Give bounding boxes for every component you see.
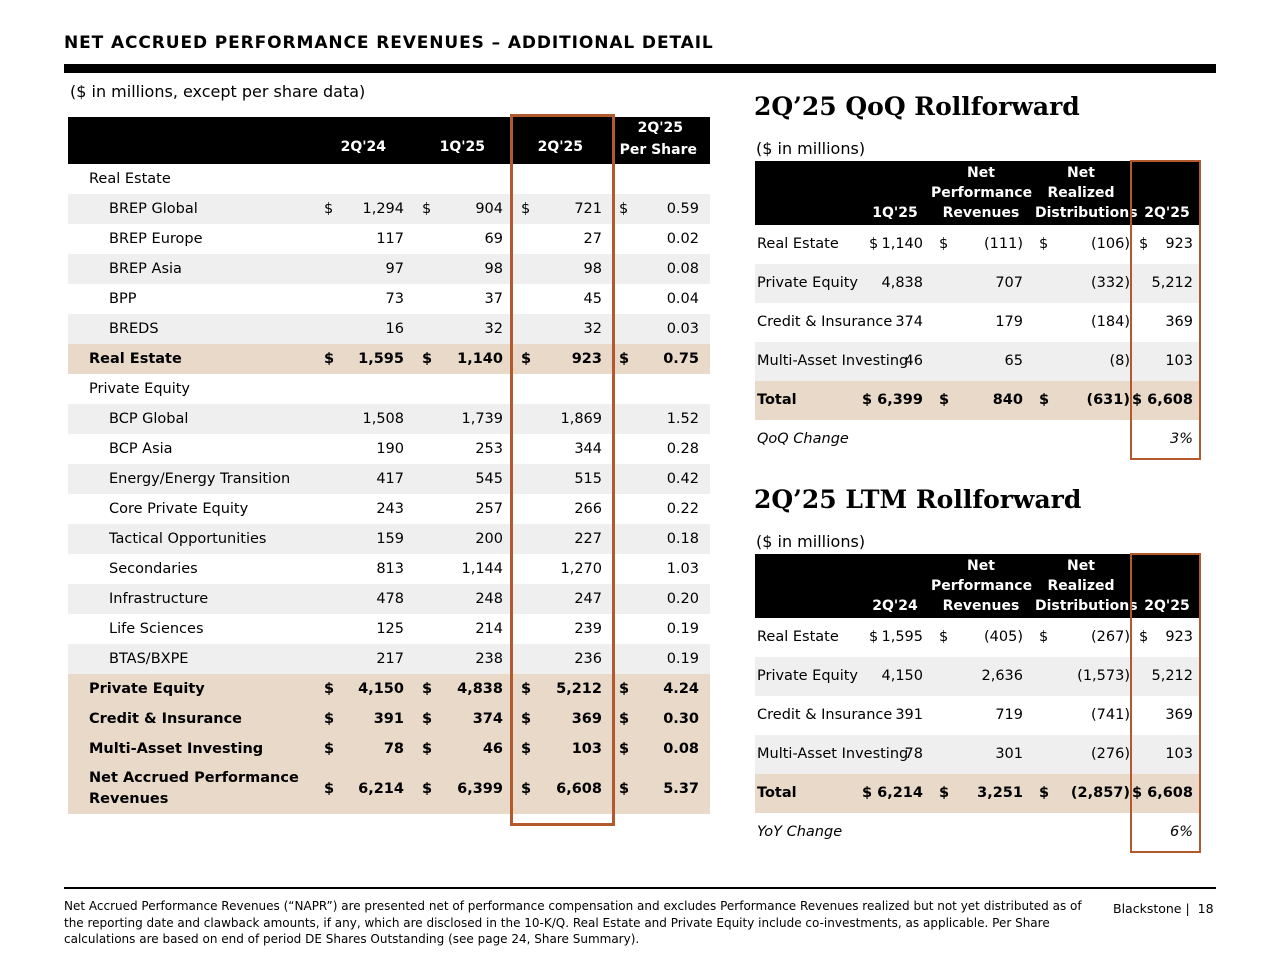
cell-value: 32 [484, 321, 503, 337]
cell-value: 78 [383, 741, 404, 757]
row-label: Credit & Insurance [757, 707, 893, 723]
cell-value: 190 [376, 441, 404, 457]
cell-value: 214 [475, 621, 503, 637]
row-label: Real Estate [89, 351, 182, 367]
cell-value: 4,838 [457, 681, 503, 697]
cell-value: 6,214 [358, 781, 404, 797]
cell-value: 721 [574, 201, 602, 217]
cell-value: $ 6,608 [1131, 392, 1193, 408]
cell-value: (741) [1091, 707, 1130, 723]
cell-value: 923 [1165, 236, 1193, 252]
cell-value: 247 [574, 591, 602, 607]
cell-value: 515 [574, 471, 602, 487]
dollar-sign: $ [869, 629, 879, 645]
cell-value: (106) [1091, 236, 1130, 252]
row-label: Energy/Energy Transition [109, 471, 291, 487]
cell-value: 1,270 [560, 561, 602, 577]
row-label: Total [757, 785, 797, 801]
cell-value: 1,739 [461, 411, 503, 427]
qoq-header-net-perf: Net Performance Revenues [931, 165, 1033, 221]
cell-value: 125 [376, 621, 404, 637]
change-value: 3% [1169, 431, 1193, 447]
dollar-sign: $ [619, 681, 630, 697]
cell-value: 707 [995, 275, 1023, 291]
footnote: Net Accrued Performance Revenues (“NAPR”) are presented net of performance compensation and excludes Performance Revenues realized but not yet distributed as of the reporting date and clawback amounts, if any, which are disclosed in the 10-K/Q. Real Estate and Private Equity include co-investments, as applicable. Per Share calculations are based on end of period DE Shares Outstanding (see page 24, Share Summary). [64, 899, 1082, 946]
header-2q25-pershare: 2Q'25 [637, 120, 683, 136]
cell-value: 344 [574, 441, 602, 457]
cell-value: 4.24 [663, 681, 699, 697]
header-1q25: 1Q'25 [439, 139, 485, 155]
dollar-sign: $ [1139, 236, 1149, 252]
row-label: Credit & Insurance [757, 314, 893, 330]
cell-value: 813 [376, 561, 404, 577]
change-label: QoQ Change [757, 431, 849, 447]
dollar-sign: $ [422, 741, 433, 757]
row-label: Real Estate [89, 171, 171, 187]
cell-value: 0.03 [666, 321, 699, 337]
ltm-highlight-2q25 [1130, 553, 1201, 853]
cell-value: 5,212 [556, 681, 602, 697]
change-value: 6% [1169, 824, 1193, 840]
dollar-sign: $ [324, 741, 335, 757]
qoq-highlight-2q25 [1130, 160, 1201, 460]
row-label: BREP Europe [109, 231, 203, 247]
cell-value: 103 [1165, 746, 1193, 762]
cell-value: 200 [475, 531, 503, 547]
cell-value: 923 [571, 351, 602, 367]
cell-value: 417 [376, 471, 404, 487]
cell-value: 6,399 [457, 781, 503, 797]
cell-value: (405) [984, 629, 1023, 645]
cell-value: 0.20 [666, 591, 699, 607]
cell-value: 0.28 [666, 441, 699, 457]
cell-value: 2,636 [981, 668, 1023, 684]
row-label: BCP Global [109, 411, 189, 427]
cell-value: 1,294 [362, 201, 404, 217]
dollar-sign: $ [619, 781, 630, 797]
header-2q24: 2Q'24 [340, 139, 386, 155]
dollar-sign: $ [619, 351, 630, 367]
cell-value: 238 [475, 651, 503, 667]
dollar-sign: $ [324, 781, 335, 797]
row-label: Multi-Asset Investing [757, 746, 909, 762]
cell-value: $ 6,214 [861, 785, 923, 801]
cell-value: 4,150 [358, 681, 404, 697]
row-label: Multi-Asset Investing [757, 353, 909, 369]
cell-value: 3,251 [977, 785, 1023, 801]
row-label: Credit & Insurance [89, 711, 243, 727]
dollar-sign: $ [521, 711, 532, 727]
dollar-sign: $ [521, 201, 531, 217]
cell-value: 301 [995, 746, 1023, 762]
cell-value: 98 [583, 261, 602, 277]
cell-value: 0.19 [666, 621, 699, 637]
cell-value: 1,508 [362, 411, 404, 427]
dollar-sign: $ [1039, 236, 1049, 252]
cell-value: 374 [895, 314, 923, 330]
cell-value: 73 [385, 291, 404, 307]
row-label: Private Equity [89, 381, 191, 397]
cell-value: 0.19 [666, 651, 699, 667]
row-label: BREP Global [109, 201, 198, 217]
cell-value: $ 6,399 [861, 392, 923, 408]
cell-value: 117 [376, 231, 404, 247]
row-label: Real Estate [757, 236, 839, 252]
cell-value: 103 [1165, 353, 1193, 369]
ltm-header-end: 2Q'25 [1144, 598, 1190, 614]
cell-value: 923 [1165, 629, 1193, 645]
cell-value: (631) [1086, 392, 1130, 408]
cell-value: 719 [995, 707, 1023, 723]
cell-value: (2,857) [1070, 785, 1130, 801]
ltm-heading: 2Q’25 LTM Rollforward [754, 485, 1082, 514]
qoq-header-start: 1Q'25 [872, 205, 918, 221]
cell-value: (332) [1091, 275, 1130, 291]
cell-value: 98 [484, 261, 503, 277]
cell-value: 257 [475, 501, 503, 517]
dollar-sign: $ [619, 201, 629, 217]
cell-value: (111) [984, 236, 1023, 252]
cell-value: 369 [571, 711, 602, 727]
cell-value: 1,869 [560, 411, 602, 427]
row-label: Private Equity [757, 275, 859, 291]
cell-value: 1.52 [666, 411, 699, 427]
cell-value: 97 [385, 261, 404, 277]
cell-value: 1,140 [881, 236, 923, 252]
qoq-header-net-realized: Net Realized Distributions [1035, 165, 1138, 221]
cell-value: 159 [376, 531, 404, 547]
dollar-sign: $ [1039, 785, 1050, 801]
row-label: Secondaries [109, 561, 198, 577]
dollar-sign: $ [939, 785, 950, 801]
cell-value: 4,150 [881, 668, 923, 684]
cell-value: 69 [484, 231, 503, 247]
dollar-sign: $ [939, 236, 949, 252]
cell-value: 0.42 [666, 471, 699, 487]
dollar-sign: $ [869, 236, 879, 252]
row-label: Tactical Opportunities [109, 531, 267, 547]
cell-value: 545 [475, 471, 503, 487]
cell-value: 0.22 [666, 501, 699, 517]
qoq-heading: 2Q’25 QoQ Rollforward [754, 92, 1080, 121]
row-label: Net Accrued Performance Revenues [89, 770, 299, 807]
cell-value: 27 [583, 231, 602, 247]
cell-value: 1,144 [461, 561, 503, 577]
row-label: BPP [109, 291, 137, 307]
cell-value: 32 [583, 321, 602, 337]
page-number: 18 [1197, 901, 1214, 916]
cell-value: 46 [482, 741, 503, 757]
cell-value: 248 [475, 591, 503, 607]
cell-value: 266 [574, 501, 602, 517]
cell-value: 0.75 [663, 351, 699, 367]
ltm-header-net-realized: Net Realized Distributions [1035, 558, 1138, 614]
cell-value: 0.30 [663, 711, 699, 727]
cell-value: (276) [1091, 746, 1130, 762]
dollar-sign: $ [1139, 629, 1149, 645]
dollar-sign: $ [619, 741, 630, 757]
dollar-sign: $ [1039, 392, 1050, 408]
row-label: BCP Asia [109, 441, 173, 457]
row-label: Multi-Asset Investing [89, 741, 264, 757]
dollar-sign: $ [422, 351, 433, 367]
dollar-sign: $ [324, 351, 335, 367]
ltm-units: ($ in millions) [756, 532, 866, 551]
row-label: Infrastructure [109, 591, 209, 607]
row-label: Core Private Equity [109, 501, 249, 517]
row-label: Total [757, 392, 797, 408]
dollar-sign: $ [521, 741, 532, 757]
dollar-sign: $ [521, 351, 532, 367]
cell-value: 1,140 [457, 351, 503, 367]
dollar-sign: $ [521, 781, 532, 797]
cell-value: 4,838 [881, 275, 923, 291]
cell-value: 0.18 [666, 531, 699, 547]
cell-value: 5.37 [663, 781, 699, 797]
cell-value: 45 [583, 291, 602, 307]
cell-value: 236 [574, 651, 602, 667]
row-label: Life Sciences [109, 621, 204, 637]
cell-value: 369 [1165, 707, 1193, 723]
dollar-sign: $ [939, 392, 950, 408]
cell-value: 374 [472, 711, 503, 727]
cell-value: 37 [484, 291, 503, 307]
cell-value: 179 [995, 314, 1023, 330]
dollar-sign: $ [324, 711, 335, 727]
cell-value: 227 [574, 531, 602, 547]
cell-value: 1,595 [881, 629, 923, 645]
dollar-sign: $ [1039, 629, 1049, 645]
cell-value: 5,212 [1151, 668, 1193, 684]
cell-value: 904 [475, 201, 503, 217]
cell-value: 239 [574, 621, 602, 637]
cell-value: (184) [1091, 314, 1130, 330]
brand-name: Blackstone [1113, 901, 1182, 916]
row-label: Private Equity [89, 681, 205, 697]
dollar-sign: $ [324, 681, 335, 697]
row-label: BTAS/BXPE [109, 651, 189, 667]
cell-value: 0.02 [666, 231, 699, 247]
row-label: Real Estate [757, 629, 839, 645]
cell-value: 46 [904, 353, 923, 369]
title-rule [64, 64, 1216, 73]
units-note-left: ($ in millions, except per share data) [70, 82, 366, 101]
cell-value: 0.08 [663, 741, 699, 757]
dollar-sign: $ [521, 681, 532, 697]
dollar-sign: $ [324, 201, 334, 217]
cell-value: 840 [992, 392, 1023, 408]
cell-value: 253 [475, 441, 503, 457]
cell-value: (1,573) [1077, 668, 1130, 684]
ltm-header-start: 2Q'24 [872, 598, 918, 614]
row-label: BREP Asia [109, 261, 182, 277]
dollar-sign: $ [422, 781, 433, 797]
cell-value: (267) [1091, 629, 1130, 645]
footer-brand: Blackstone | 18 [1113, 901, 1214, 916]
cell-value: 16 [385, 321, 404, 337]
cell-value: 0.04 [666, 291, 699, 307]
cell-value: 217 [376, 651, 404, 667]
dollar-sign: $ [619, 711, 630, 727]
page-title: NET ACCRUED PERFORMANCE REVENUES – ADDITIONAL DETAIL [64, 33, 714, 53]
change-label: YoY Change [757, 824, 843, 840]
highlight-2q25-column [510, 114, 615, 826]
cell-value: (8) [1109, 353, 1130, 369]
dollar-sign: $ [422, 711, 433, 727]
cell-value: $ 6,608 [1131, 785, 1193, 801]
dollar-sign: $ [422, 681, 433, 697]
cell-value: 369 [1165, 314, 1193, 330]
ltm-header-net-perf: Net Performance Revenues [931, 558, 1033, 614]
cell-value: 478 [376, 591, 404, 607]
cell-value: 391 [895, 707, 923, 723]
dollar-sign: $ [939, 629, 949, 645]
cell-value: 6,608 [556, 781, 602, 797]
cell-value: 78 [904, 746, 923, 762]
cell-value: 0.08 [666, 261, 699, 277]
qoq-header-end: 2Q'25 [1144, 205, 1190, 221]
header-per-share: Per Share [619, 142, 697, 158]
row-label: Private Equity [757, 668, 859, 684]
footer-rule [64, 887, 1216, 889]
dollar-sign: $ [422, 201, 432, 217]
row-label: BREDS [109, 321, 159, 337]
cell-value: 0.59 [666, 201, 699, 217]
cell-value: 243 [376, 501, 404, 517]
qoq-units: ($ in millions) [756, 139, 866, 158]
cell-value: 391 [373, 711, 404, 727]
cell-value: 1.03 [666, 561, 699, 577]
cell-value: 1,595 [358, 351, 404, 367]
cell-value: 65 [1004, 353, 1023, 369]
cell-value: 5,212 [1151, 275, 1193, 291]
header-2q25: 2Q'25 [537, 139, 583, 155]
cell-value: 103 [571, 741, 602, 757]
